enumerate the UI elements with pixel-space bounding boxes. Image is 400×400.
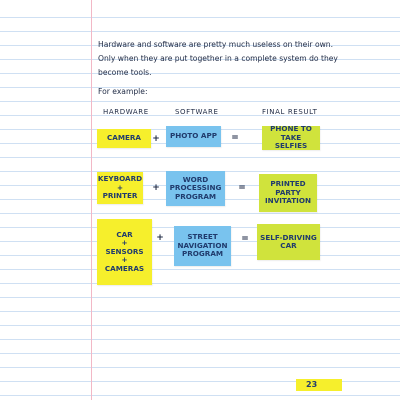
- hardware-note-car-sensors-cameras: CAR + SENSORS + CAMERAS: [97, 219, 152, 285]
- plus-sign: +: [152, 183, 160, 193]
- page-number: 23: [306, 380, 318, 389]
- equals-sign: =: [238, 183, 246, 193]
- software-note-street-navigation: STREET NAVIGATION PROGRAM: [174, 226, 231, 266]
- margin-line: [91, 0, 92, 400]
- hardware-note-camera: CAMERA: [97, 129, 151, 148]
- example-label: For example:: [98, 87, 148, 96]
- intro-paragraph: Hardware and software are pretty much useless on their own. Only when they are put together in a complete system do they become tools.: [98, 40, 338, 77]
- hardware-note-keyboard-printer: KEYBOARD + PRINTER: [97, 172, 143, 204]
- software-note-word-processing: WORD PROCESSING PROGRAM: [166, 171, 225, 206]
- equals-sign: =: [241, 234, 249, 244]
- software-note-photo-app: PHOTO APP: [166, 126, 221, 147]
- result-note-self-driving-car: SELF-DRIVING CAR: [257, 224, 320, 260]
- plus-sign: +: [152, 134, 160, 144]
- plus-sign: +: [156, 233, 164, 243]
- software-column-heading: SOFTWARE: [175, 108, 219, 116]
- equals-sign: =: [231, 133, 239, 143]
- result-note-party-invitation: PRINTED PARTY INVITATION: [259, 174, 317, 212]
- result-column-heading: FINAL RESULT: [262, 108, 318, 116]
- page-number-tab: [296, 379, 342, 391]
- result-note-phone-selfies: PHONE TO TAKE SELFIES: [262, 126, 320, 150]
- hardware-column-heading: HARDWARE: [103, 108, 149, 116]
